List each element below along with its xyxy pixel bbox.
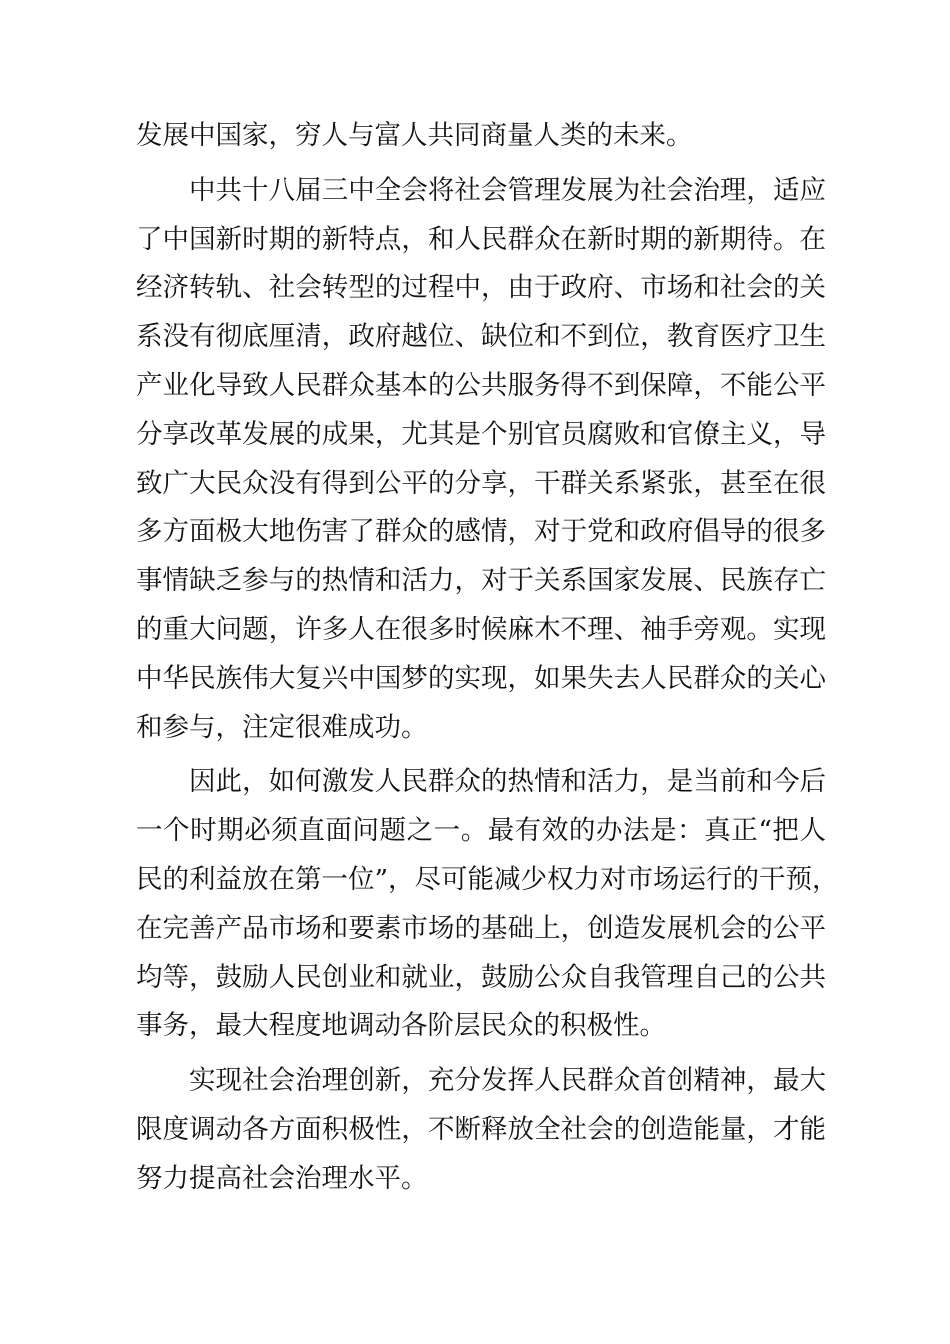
paragraph-line: 系没有彻底厘清，政府越位、缺位和不到位，教育医疗卫生 (136, 321, 826, 353)
paragraph-line: 均等，鼓励人民创业和就业，鼓励公众自我管理自己的公共 (136, 961, 826, 993)
paragraph-line: 中华民族伟大复兴中国梦的实现，如果失去人民群众的关心 (136, 662, 826, 694)
paragraph-4 (136, 1057, 826, 1203)
paragraph-2 (136, 167, 826, 753)
paragraph-line: 致广大民众没有得到公平的分享，干群关系紧张，甚至在很 (136, 467, 826, 499)
paragraph-3 (136, 758, 839, 1051)
paragraph-line: 发展中国家，穷人与富人共同商量人类的未来。 (136, 120, 693, 151)
paragraph-line: 努力提高社会治理水平。 (136, 1162, 428, 1194)
paragraph-line: 了中国新时期的新特点，和人民群众在新时期的新期待。在 (136, 223, 826, 255)
paragraph-line: 因此，如何激发人民群众的热情和活力，是当前和今后 (189, 766, 826, 798)
paragraph-line: 事务，最大程度地调动各阶层民众的积极性。 (136, 1010, 666, 1042)
paragraph-line: 产业化导致人民群众基本的公共服务得不到保障，不能公平 (136, 369, 826, 401)
paragraph-line: 和参与，注定很难成功。 (136, 711, 428, 743)
paragraph-line: 的重大问题，许多人在很多时候麻木不理、袖手旁观。实现 (136, 613, 826, 645)
paragraph-line: 多方面极大地伤害了群众的感情，对于党和政府倡导的很多 (136, 516, 826, 548)
paragraph-line: 限度调动各方面积极性，不断释放全社会的创造能量，才能 (136, 1113, 826, 1145)
paragraph-line: 在完善产品市场和要素市场的基础上，创造发展机会的公平 (136, 912, 826, 944)
paragraph-line: 民的利益放在第一位”，尽可能减少权力对市场运行的干预， (136, 863, 839, 895)
paragraph-line: 中共十八届三中全会将社会管理发展为社会治理，适应 (189, 174, 826, 206)
paragraph-line: 经济转轨、社会转型的过程中，由于政府、市场和社会的关 (136, 272, 826, 304)
paragraph-1 (136, 112, 826, 161)
document-body (136, 112, 839, 1204)
paragraph-line: 实现社会治理创新，充分发挥人民群众首创精神，最大 (189, 1065, 826, 1097)
paragraph-line: 分享改革发展的成果，尤其是个别官员腐败和官僚主义，导 (136, 418, 826, 450)
paragraph-line: 事情缺乏参与的热情和活力，对于关系国家发展、民族存亡 (136, 565, 826, 597)
paragraph-line: 一个时期必须直面问题之一。最有效的办法是：真正“把人 (136, 815, 826, 847)
